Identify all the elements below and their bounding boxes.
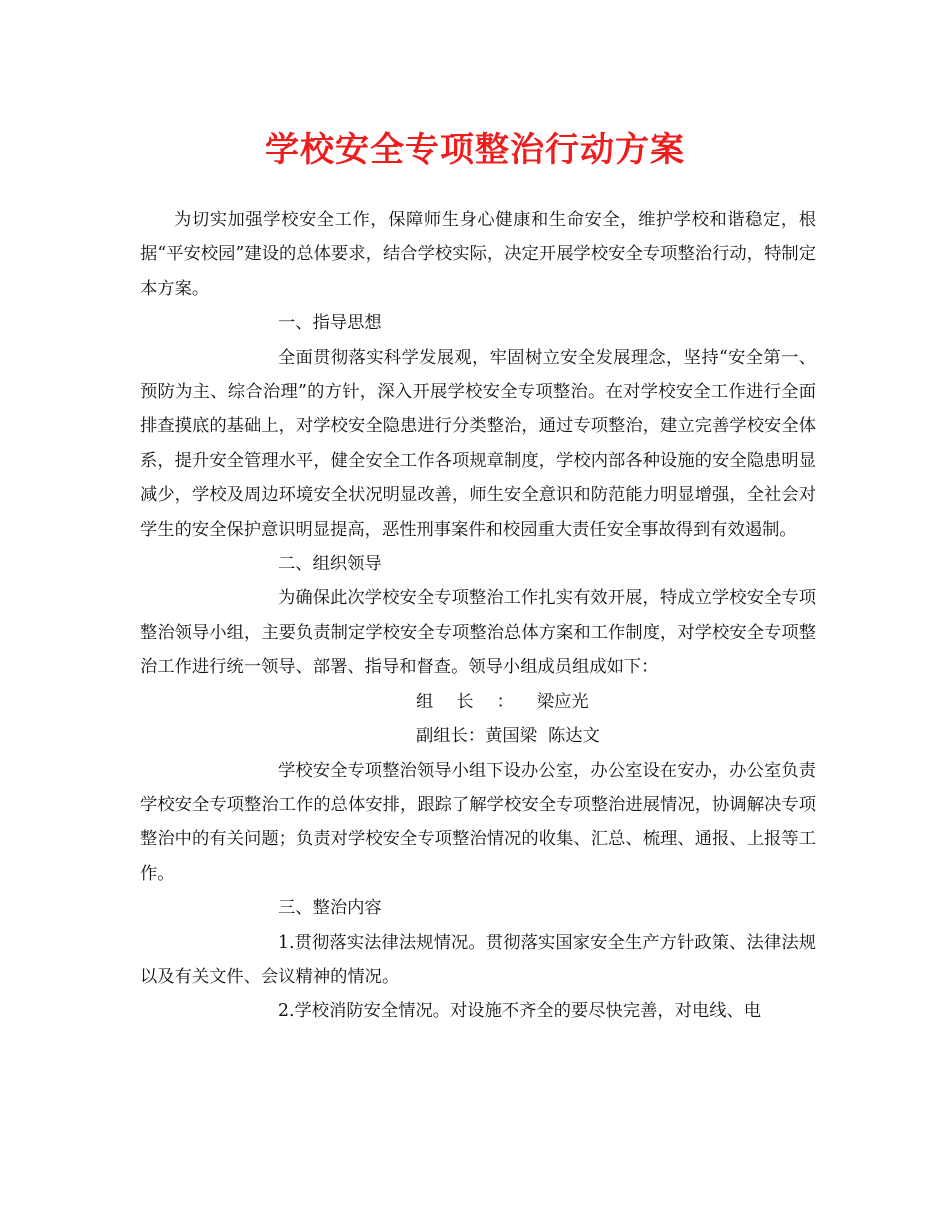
- document-title: 学校安全专项整治行动方案: [265, 130, 685, 170]
- deputy-names: 黄国梁 陈达文: [485, 726, 600, 747]
- leader-name: 梁应光: [536, 691, 589, 712]
- content-item-2: 2.学校消防安全情况。对设施不齐全的要尽快完善，对电线、电: [278, 1001, 762, 1022]
- section-heading-rectification-content: 三、整治内容: [278, 898, 382, 919]
- leader-line: [140, 685, 816, 719]
- content-item-1: 1.贯彻落实法律法规情况。贯彻落实国家安全生产方针政策、法律法规以及有关文件、会议精神的情况。: [140, 932, 816, 987]
- organization-paragraph: 为确保此次学校安全专项整治工作扎实有效开展，特成立学校安全专项整治领导小组，主要负责制定学校安全专项整治总体方案和工作制度，对学校安全专项整治工作进行统一领导、部署、指导和督查。领导小组成员组成如下：: [140, 588, 816, 678]
- section-heading-organization: 二、组织领导: [278, 554, 382, 575]
- deputy-role: 副组长：: [416, 726, 486, 747]
- deputy-leader-line: [140, 719, 816, 753]
- office-paragraph: 学校安全专项整治领导小组下设办公室，办公室设在安办，办公室负责学校安全专项整治工作的总体安排，跟踪了解学校安全专项整治进展情况，协调解决专项整治中的有关问题；负责对学校安全专项整治情况的收集、汇总、梳理、通报、上报等工作。: [140, 760, 816, 884]
- document-body: [140, 203, 816, 1029]
- intro-paragraph: 为切实加强学校安全工作，保障师生身心健康和生命安全，维护学校和谐稳定，根据“平安校园”建设的总体要求，结合学校实际，决定开展学校安全专项整治行动，特制定本方案。: [140, 210, 816, 299]
- leader-role: 组长：: [416, 691, 537, 712]
- guiding-thought-paragraph: 全面贯彻落实科学发展观，牢固树立安全发展理念，坚持“安全第一、预防为主、综合治理”的方针，深入开展学校安全专项整治。在对学校安全工作进行全面排查摸底的基础上，对学校安全隐患进行分类整治，通过专项整治，建立完善学校安全体系，提升安全管理水平，健全安全工作各项规章制度，学校内部各种设施的安全隐患明显减少，学校及周边环境安全状况明显改善，师生安全意识和防范能力明显增强，全社会对学生的安全保护意识明显提高，恶性刑事案件和校园重大责任安全事故得到有效遏制。: [140, 347, 816, 540]
- section-heading-guiding-thought: 一、指导思想: [278, 313, 382, 334]
